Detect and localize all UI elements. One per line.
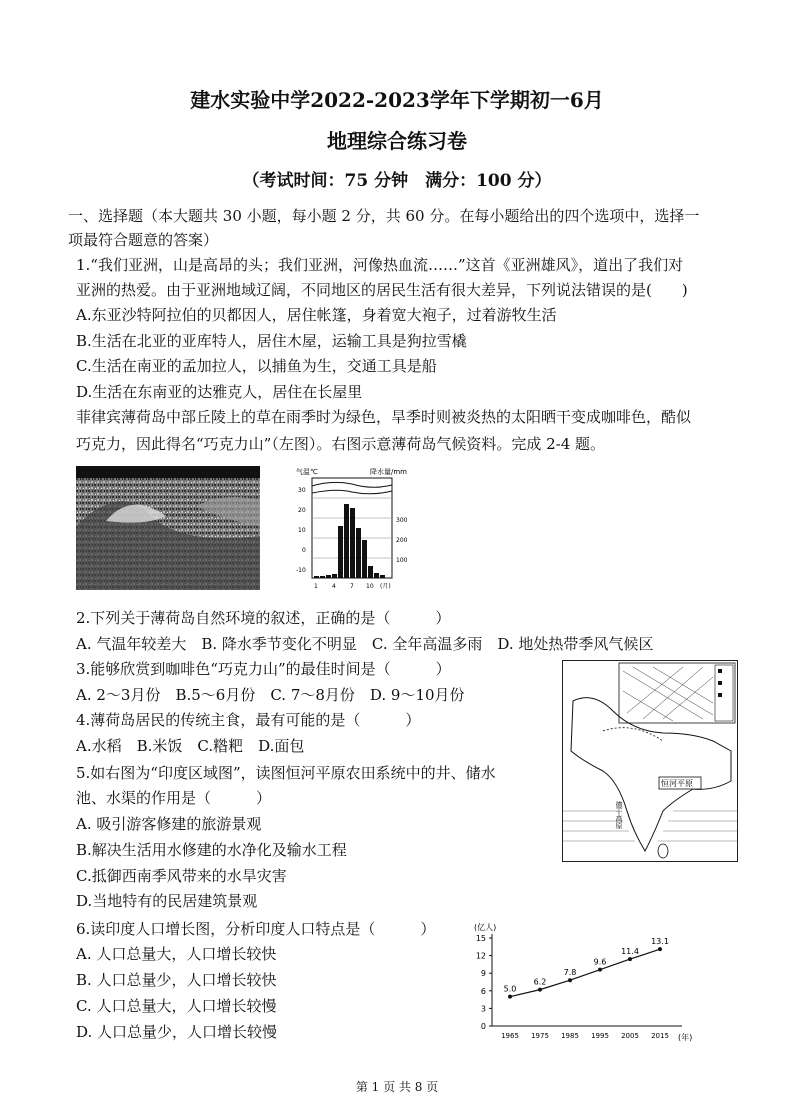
x-tick-label: 1975: [531, 1032, 549, 1040]
x-tick-label: 1965: [501, 1032, 519, 1040]
climate-left-tick: 20: [298, 507, 306, 514]
paper-subtitle: 地理综合练习卷: [327, 129, 467, 153]
climate-left-tick: 0: [302, 547, 306, 554]
page-number: 第 1 页 共 8 页: [355, 1080, 439, 1094]
q5-stem: 5.如右图为“印度区域图”，读图恒河平原农田系统中的井、储水: [76, 764, 496, 782]
population-point: [598, 968, 602, 972]
precip-bar-2: [320, 576, 325, 578]
y-tick-label: 12: [475, 951, 486, 961]
population-value-label: 6.2: [533, 977, 547, 987]
x-tick-label: 1985: [561, 1032, 579, 1040]
exam-info: （考试时间：75 分钟 满分：100 分）: [242, 171, 552, 191]
population-point: [568, 978, 572, 982]
population-point: [658, 947, 662, 951]
q1-option-d: D.生活在东南亚的达雅克人，居住在长屋里: [76, 383, 363, 401]
precip-bar-4: [332, 574, 337, 578]
q6-option-c: C. 人口总量大，人口增长较慢: [76, 997, 277, 1015]
climate-x-label: 7: [350, 583, 354, 590]
precip-bar-9: [362, 540, 367, 578]
y-tick-label: 15: [475, 934, 486, 943]
precip-bar-3: [326, 575, 331, 578]
climate-left-tick: 30: [298, 487, 306, 494]
chart-ylabel: (亿人): [474, 923, 497, 932]
climate-right-tick: 100: [396, 557, 408, 564]
india-region-map: [562, 660, 738, 862]
intro-text: 菲律宾薄荷岛中部丘陵上的草在雨季时为绿色，旱季时则被炎热的太阳晒干变成咖啡色，酷似: [76, 408, 692, 426]
q1-option-b: B.生活在北亚的亚库特人，居住木屋，运输工具是狗拉雪橇: [76, 332, 467, 350]
ganges-plain-label: 恒河平原: [661, 779, 693, 788]
q5-stem-cont: 池、水渠的作用是（ ）: [76, 789, 272, 807]
population-value-label: 7.8: [563, 968, 577, 978]
y-tick-label: 0: [480, 1022, 486, 1031]
q6-stem: 6.读印度人口增长图，分析印度人口特点是（ ）: [76, 920, 436, 938]
population-line: [510, 949, 660, 997]
q5-option-d: D.当地特有的民居建筑景观: [76, 892, 258, 910]
q1-option-c: C.生活在南亚的孟加拉人，以捕鱼为生，交通工具是船: [76, 357, 437, 375]
deccan-plateau-label: 德干高原: [615, 801, 623, 829]
y-tick-label: 9: [480, 969, 486, 979]
q5-option-a: A. 吸引游客修建的旅游景观: [76, 815, 262, 833]
precip-bar-12: [380, 575, 385, 578]
paper-title: 建水实验中学2022-2023学年下学期初一6月: [190, 88, 604, 112]
climate-right-axis-label: 降水量/mm: [370, 468, 407, 476]
q1-stem: 1.“我们亚洲，山是高昂的头；我们亚洲，河像热血流……”这首《亚洲雄风》，道出了我们对: [76, 256, 684, 274]
q3-options: A. 2～3月份 B.5～6月份 C. 7～8月份 D. 9～10月份: [76, 686, 465, 704]
climate-x-label: (月): [380, 583, 391, 590]
q1-stem-cont: 亚洲的热爱。由于亚洲地域辽阔，不同地区的居民生活有很大差异，下列说法错误的是( ): [76, 281, 688, 299]
section-instructions-cont: 项最符合题意的答案）: [68, 231, 219, 249]
population-value-label: 11.4: [621, 947, 639, 957]
precip-bar-1: [314, 576, 319, 578]
population-point: [628, 957, 632, 961]
section-instructions: 一、选择题（本大题共 30 小题，每小题 2 分，共 60 分。在每小题给出的四个选项中，选择一: [68, 207, 700, 225]
population-value-label: 9.6: [593, 957, 607, 967]
precip-bar-6: [344, 504, 349, 578]
climate-x-label: 10: [366, 583, 374, 590]
climate-left-axis-label: 气温℃: [296, 468, 318, 476]
q6-option-b: B. 人口总量少，人口增长较快: [76, 971, 277, 989]
q5-option-c: C.抵御西南季风带来的水旱灾害: [76, 867, 287, 885]
y-tick-label: 3: [480, 1004, 486, 1014]
precip-bar-7: [350, 508, 355, 578]
climate-left-tick: -10: [296, 567, 306, 574]
climate-chart: [292, 466, 414, 594]
population-point: [508, 995, 512, 999]
q6-option-a: A. 人口总量大，人口增长较快: [76, 945, 277, 963]
q5-option-b: B.解决生活用水修建的水净化及输水工程: [76, 841, 347, 859]
intro-text-cont: 巧克力，因此得名“巧克力山”（左图）。右图示意薄荷岛气候资料。完成 2-4 题。: [76, 435, 606, 453]
population-value-label: 5.0: [503, 984, 517, 994]
q2-stem: 2.下列关于薄荷岛自然环境的叙述，正确的是（ ）: [76, 609, 451, 627]
chocolate-hills-photo: [76, 466, 260, 590]
precip-bar-11: [374, 573, 379, 578]
q4-stem: 4.薄荷岛居民的传统主食，最有可能的是（ ）: [76, 711, 421, 729]
precip-bar-5: [338, 526, 343, 578]
climate-x-label: 4: [332, 583, 336, 590]
precip-bars: [314, 504, 385, 578]
climate-right-tick: 300: [396, 517, 408, 524]
chart-xlabel: (年): [678, 1033, 693, 1042]
q2-options: A. 气温年较差大 B. 降水季节变化不明显 C. 全年高温多雨 D. 地处热带季风气候区: [76, 635, 654, 653]
india-population-chart: [460, 920, 710, 1044]
climate-left-tick: 10: [298, 527, 306, 534]
x-tick-label: 2005: [621, 1032, 639, 1040]
climate-x-label: 1: [314, 583, 318, 590]
x-tick-label: 1995: [591, 1032, 609, 1040]
q3-stem: 3.能够欣赏到咖啡色“巧克力山”的最佳时间是（ ）: [76, 660, 451, 678]
x-tick-label: 2015: [651, 1032, 669, 1040]
climate-right-tick: 200: [396, 537, 408, 544]
precip-bar-8: [356, 528, 361, 578]
population-value-label: 13.1: [651, 937, 669, 947]
q6-option-d: D. 人口总量少，人口增长较慢: [76, 1023, 278, 1041]
precip-bar-10: [368, 566, 373, 578]
q4-options: A.水稻 B.米饭 C.糌粑 D.面包: [76, 737, 305, 755]
y-tick-label: 6: [480, 986, 486, 996]
q1-option-a: A.东亚沙特阿拉伯的贝都因人，居住帐篷，身着宽大袍子，过着游牧生活: [76, 306, 557, 324]
population-point: [538, 988, 542, 992]
